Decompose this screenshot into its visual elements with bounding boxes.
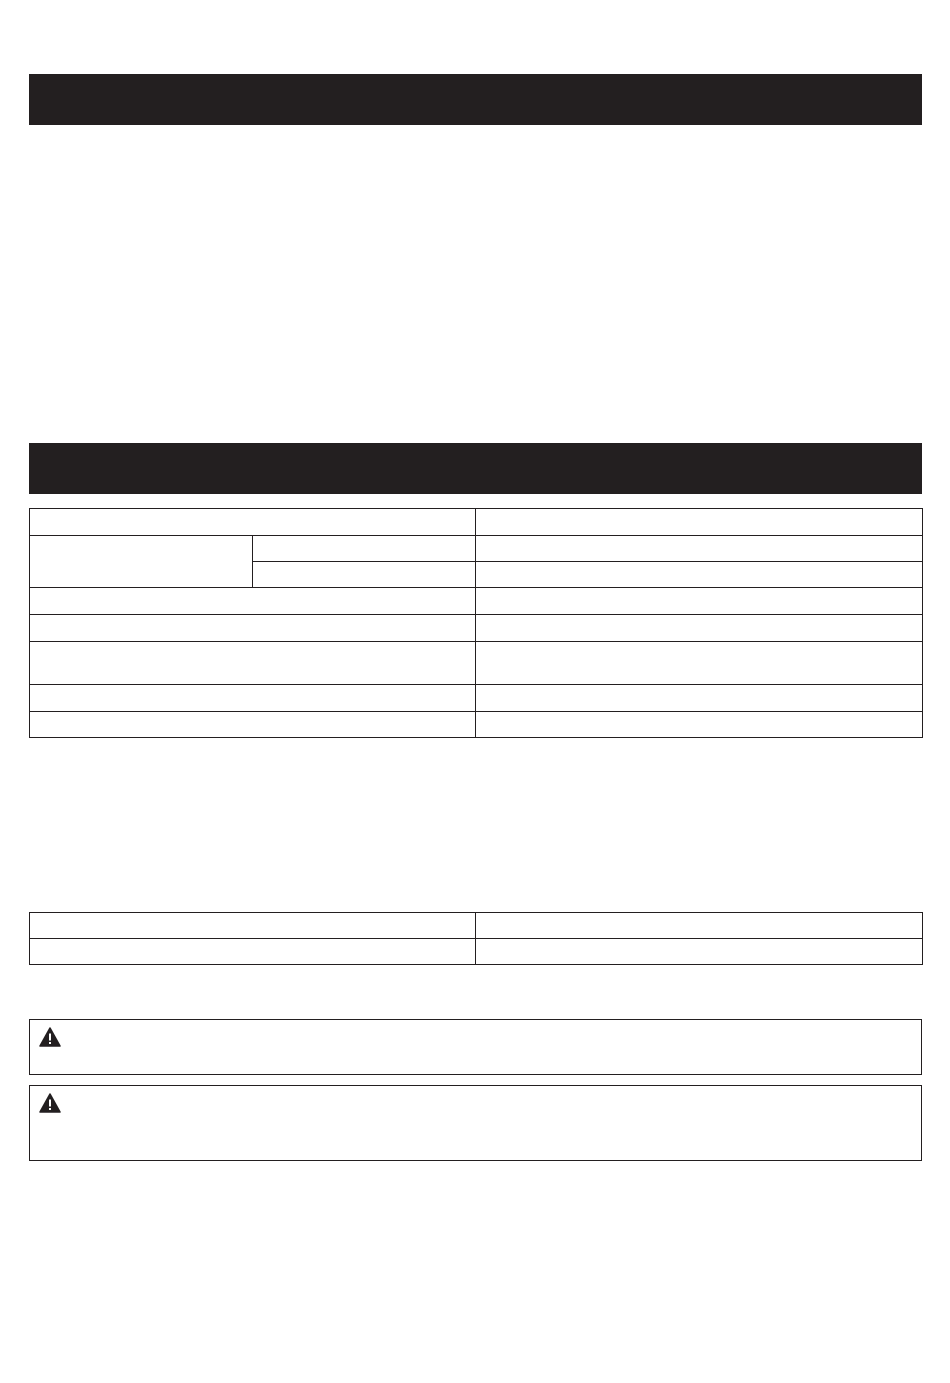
warning-triangle-icon	[39, 1093, 61, 1113]
specifications-header	[29, 443, 922, 494]
spec-label	[30, 588, 476, 615]
spec-value	[476, 642, 923, 685]
warning-box	[29, 1085, 922, 1161]
table-row	[30, 685, 923, 712]
spec-label	[30, 712, 476, 738]
spec-value	[476, 939, 923, 965]
table-row	[30, 642, 923, 685]
spec-label	[30, 913, 476, 939]
spec-value	[476, 509, 923, 536]
spec-sub-label	[253, 562, 476, 588]
spec-label	[30, 642, 476, 685]
secondary-specifications-table	[29, 912, 923, 965]
spec-sub-label	[253, 536, 476, 562]
spec-value	[476, 615, 923, 642]
table-row	[30, 536, 923, 562]
spec-label	[30, 615, 476, 642]
spec-label	[30, 939, 476, 965]
spec-label	[30, 536, 253, 588]
section-header	[29, 74, 922, 125]
table-row	[30, 509, 923, 536]
table-row	[30, 913, 923, 939]
spec-label	[30, 685, 476, 712]
spec-value	[476, 562, 923, 588]
spec-value	[476, 685, 923, 712]
spec-label	[30, 509, 476, 536]
warning-box	[29, 1019, 922, 1075]
table-row	[30, 588, 923, 615]
spec-value	[476, 536, 923, 562]
spec-value	[476, 588, 923, 615]
table-row	[30, 615, 923, 642]
table-row	[30, 712, 923, 738]
specifications-table	[29, 508, 923, 738]
spec-value	[476, 913, 923, 939]
table-row	[30, 939, 923, 965]
spec-value	[476, 712, 923, 738]
warning-triangle-icon	[39, 1027, 61, 1047]
